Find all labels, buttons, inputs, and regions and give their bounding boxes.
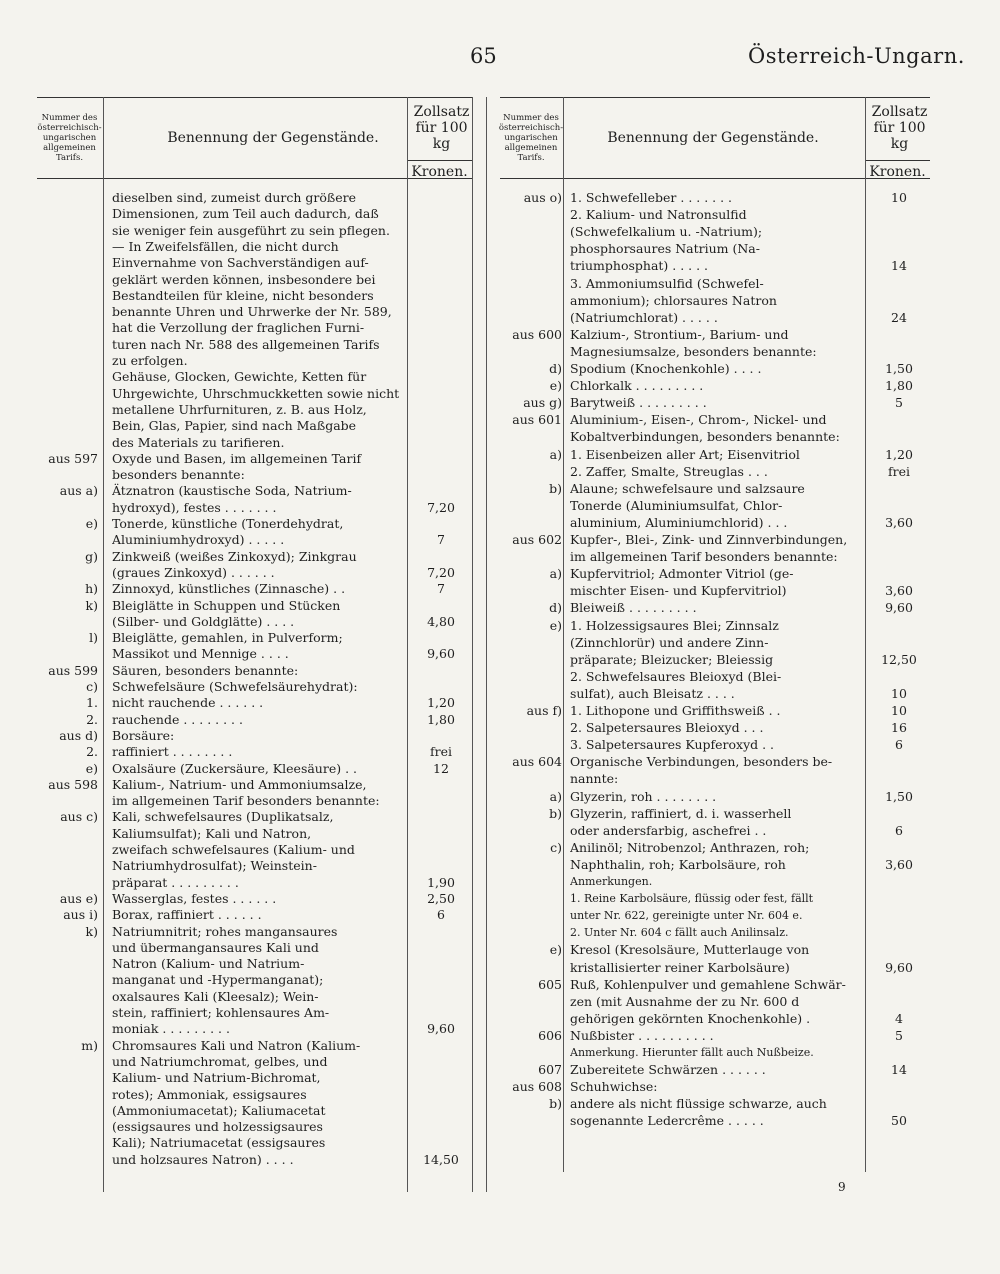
item-description: sie weniger fein ausgeführt zu sein pflegen. xyxy=(112,222,390,238)
tariff-number: aus g) xyxy=(523,395,562,411)
item-description: Kaliumsulfat); Kali und Natron, xyxy=(112,825,312,841)
tariff-number: aus 601 xyxy=(512,412,562,428)
tariff-number: g) xyxy=(85,548,98,564)
item-description: (graues Zinkoxyd) . . . . . . xyxy=(112,564,275,580)
item-description: im allgemeinen Tarif besonders benannte: xyxy=(570,549,838,565)
tariff-number: d) xyxy=(549,361,562,376)
page-number: 65 xyxy=(470,44,497,68)
item-description: — In Zweifelsfällen, die nicht durch xyxy=(112,238,339,254)
item-description: Aluminiumhydroxyd) . . . . . xyxy=(112,532,285,548)
duty-rate: 7,20 xyxy=(427,564,455,580)
item-description: nicht rauchende . . . . . . xyxy=(112,695,264,711)
item-description: Kali, schwefelsaures (Duplikatsalz, xyxy=(112,809,334,825)
tariff-number: d) xyxy=(549,600,562,616)
tariff-number: 607 xyxy=(538,1062,562,1078)
item-description: Glyzerin, roh . . . . . . . . xyxy=(570,788,717,804)
item-description: und übermangansaures Kali und xyxy=(112,939,319,955)
right-header-unit: Kronen. xyxy=(865,160,930,180)
item-description: und holzsaures Natron) . . . . xyxy=(112,1151,294,1167)
item-description: hydroxyd), festes . . . . . . . xyxy=(112,499,277,515)
item-description: Gehäuse, Glocken, Gewichte, Ketten für xyxy=(112,369,367,385)
duty-rate: 1,50 xyxy=(885,788,913,804)
item-description: Chromsaures Kali und Natron (Kalium- xyxy=(112,1037,361,1053)
item-description: stein, raffiniert; kohlensaures Am- xyxy=(112,1005,330,1020)
item-description: rauchende . . . . . . . . xyxy=(112,711,243,727)
tariff-number: k) xyxy=(85,597,98,613)
duty-rate: 12,50 xyxy=(881,651,917,667)
item-description: Kali); Natriumacetat (essigsaures xyxy=(112,1135,326,1151)
duty-rate: 24 xyxy=(891,309,907,325)
duty-rate: 50 xyxy=(891,1113,907,1129)
tariff-number: a) xyxy=(549,788,562,804)
annotation-line: 1. Reine Karbolsäure, flüssig oder fest, fällt xyxy=(570,892,814,906)
item-description: Wasserglas, festes . . . . . . xyxy=(112,890,277,906)
item-description: dieselben sind, zumeist durch größere xyxy=(112,190,357,205)
item-description: Natriumnitrit; rohes mangansaures xyxy=(112,923,338,939)
item-description: (Silber- und Goldglätte) . . . . xyxy=(112,613,295,629)
item-description: 2. Salpetersaures Bleioxyd . . . xyxy=(570,720,764,736)
item-description: präparate; Bleizucker; Bleiessig xyxy=(570,651,774,667)
center-rule xyxy=(486,97,487,1192)
item-description: Dimensionen, zum Teil auch dadurch, daß xyxy=(112,206,379,222)
item-description: ammonium); chlorsaures Natron xyxy=(570,292,777,308)
duty-rate: frei xyxy=(888,463,910,479)
item-description: 2. Kalium- und Natronsulfid xyxy=(570,207,747,223)
duty-rate: 1,80 xyxy=(427,711,455,727)
item-description: (Ammoniumacetat); Kaliumacetat xyxy=(112,1102,326,1118)
item-description: Kalium-, Natrium- und Ammoniumsalze, xyxy=(112,776,367,792)
tariff-number: aus 604 xyxy=(512,754,562,770)
item-description: Ätznatron (kaustische Soda, Natrium- xyxy=(112,483,352,499)
item-description: Bleiglätte in Schuppen und Stücken xyxy=(112,597,341,613)
item-description: oxalsaures Kali (Kleesalz); Wein- xyxy=(112,988,319,1004)
item-description: Tonerde, künstliche (Tonerdehydrat, xyxy=(112,516,344,531)
annotation-line: Anmerkung. Hierunter fällt auch Nußbeize. xyxy=(570,1046,814,1059)
annotation-line: unter Nr. 622, gereinigte unter Nr. 604 e. xyxy=(570,909,803,923)
item-description: (Schwefelkalium u. -Natrium); xyxy=(570,224,763,240)
right-header-number: Nummer des österreichisch-ungarischen allgemeinen Tarifs. xyxy=(498,113,564,163)
item-description: Organische Verbindungen, besonders be- xyxy=(570,754,833,770)
tariff-number: aus c) xyxy=(60,809,98,825)
tariff-number: b) xyxy=(549,480,562,496)
annotation-line: Anmerkungen. xyxy=(570,875,653,888)
tariff-number: c) xyxy=(550,839,562,855)
item-description: Alaune; schwefelsaure und salzsaure xyxy=(570,480,805,496)
item-description: Schuhwichse: xyxy=(570,1079,658,1095)
item-description: im allgemeinen Tarif besonders benannte: xyxy=(112,793,380,809)
right-header-rate xyxy=(865,98,930,178)
item-description: (Natriumchlorat) . . . . . xyxy=(570,309,718,325)
item-description: phosphorsaures Natrium (Na- xyxy=(570,241,760,257)
item-description: metallene Uhrfurnituren, z. B. aus Holz, xyxy=(112,401,367,417)
item-description: turen nach Nr. 588 des allgemeinen Tarifs xyxy=(112,336,380,352)
duty-rate: 1,20 xyxy=(427,695,455,711)
right-header-designation: Benennung der Gegenstände. xyxy=(607,130,819,146)
tariff-number: aus o) xyxy=(523,190,562,205)
tariff-number: h) xyxy=(85,581,98,597)
duty-rate: 10 xyxy=(891,703,907,718)
tariff-number: aus 602 xyxy=(512,532,562,547)
tariff-number: e) xyxy=(85,516,98,531)
tariff-number: e) xyxy=(549,378,562,394)
tariff-number: 2. xyxy=(86,744,98,760)
item-description: und Natriumchromat, gelbes, und xyxy=(112,1053,328,1069)
item-description: Natriumhydrosulfat); Weinstein- xyxy=(112,858,317,874)
item-description: nannte: xyxy=(570,771,619,787)
item-description: zen (mit Ausnahme der zu Nr. 600 d xyxy=(570,993,800,1009)
item-description: präparat . . . . . . . . . xyxy=(112,874,239,890)
item-description: oder andersfarbig, aschefrei . . xyxy=(570,822,767,838)
duty-rate: 6 xyxy=(895,822,903,838)
tariff-number xyxy=(20,1150,98,1170)
duty-rate: 7 xyxy=(437,532,445,548)
tariff-number: b) xyxy=(549,805,562,821)
tariff-number xyxy=(490,1111,562,1131)
item-description: Kalium- und Natrium-Bichromat, xyxy=(112,1070,321,1086)
item-description: zweifach schwefelsaures (Kalium- und xyxy=(112,842,355,857)
left-header-unit: Kronen. xyxy=(407,160,472,180)
item-description: Massikot und Mennige . . . . xyxy=(112,646,289,662)
item-description: manganat und -Hypermanganat); xyxy=(112,972,324,988)
item-description: triumphosphat) . . . . . xyxy=(570,258,709,274)
item-description: Kupfervitriol; Admonter Vitriol (ge- xyxy=(570,566,794,582)
tariff-number: aus i) xyxy=(63,907,98,923)
left-header-rate xyxy=(407,98,472,178)
item-description: Kupfer-, Blei-, Zink- und Zinnverbindungen, xyxy=(570,532,848,547)
item-description: raffiniert . . . . . . . . xyxy=(112,744,233,760)
item-description: Anilinöl; Nitrobenzol; Anthrazen, roh; xyxy=(570,839,810,855)
duty-rate: 6 xyxy=(895,737,903,753)
item-description: Kalzium-, Strontium-, Barium- und xyxy=(570,326,789,342)
duty-rate: 1,20 xyxy=(885,446,913,462)
tariff-number: c) xyxy=(86,679,98,694)
item-description: besonders benannte: xyxy=(112,467,245,483)
duty-rate: 14 xyxy=(891,1062,907,1078)
item-description: 1. Holzessigsaures Blei; Zinnsalz xyxy=(570,617,779,633)
item-description: sulfat), auch Bleisatz . . . . xyxy=(570,685,735,701)
item-description: Borsäure: xyxy=(112,727,175,743)
running-head: Österreich-Ungarn. xyxy=(748,44,965,68)
tariff-number: 606 xyxy=(538,1027,562,1043)
item-description: Spodium (Knochenkohle) . . . . xyxy=(570,361,762,376)
tariff-number: aus d) xyxy=(59,727,98,743)
tariff-number: l) xyxy=(89,630,98,646)
item-description: Kobaltverbindungen, besonders benannte: xyxy=(570,429,840,445)
duty-rate: 4,80 xyxy=(427,613,455,629)
duty-rate: frei xyxy=(430,744,452,760)
item-description: Zinkweiß (weißes Zinkoxyd); Zinkgrau xyxy=(112,548,357,564)
tariff-number: a) xyxy=(549,566,562,582)
tariff-number: e) xyxy=(549,942,562,958)
item-description: Schwefelsäure (Schwefelsäurehydrat): xyxy=(112,679,358,694)
item-description: geklärt werden können, insbesondere bei xyxy=(112,271,376,287)
tariff-number: aus 598 xyxy=(48,776,98,792)
item-description: Zinnoxyd, künstliches (Zinnasche) . . xyxy=(112,581,346,597)
duty-rate: 9,60 xyxy=(427,646,455,662)
left-rule-1 xyxy=(103,97,104,1192)
item-description: aluminium, Aluminiumchlorid) . . . xyxy=(570,514,788,530)
duty-rate: 9,60 xyxy=(885,600,913,616)
item-description: 1. Eisenbeizen aller Art; Eisenvitriol xyxy=(570,446,800,462)
tariff-number: k) xyxy=(85,923,98,939)
item-description: Magnesiumsalze, besonders benannte: xyxy=(570,343,817,359)
duty-rate: 14 xyxy=(891,258,907,274)
item-description: 1. Schwefelleber . . . . . . . xyxy=(570,190,733,205)
tariff-number: aus 599 xyxy=(48,662,98,678)
item-description: Uhrgewichte, Uhrschmuckketten sowie nicht xyxy=(112,385,400,401)
duty-rate: 9,60 xyxy=(427,1021,455,1037)
item-description: Bestandteilen für kleine, nicht besonders xyxy=(112,287,374,303)
item-description: Ruß, Kohlenpulver und gemahlene Schwär- xyxy=(570,976,846,992)
left-rule-2 xyxy=(407,97,408,1192)
tariff-number: aus a) xyxy=(59,483,98,499)
tariff-number: 2. xyxy=(86,711,98,727)
item-description: moniak . . . . . . . . . xyxy=(112,1021,230,1037)
item-description: andere als nicht flüssige schwarze, auch xyxy=(570,1096,827,1112)
item-description: Barytweiß . . . . . . . . . xyxy=(570,395,707,411)
left-rule-3 xyxy=(472,97,473,1192)
signature-mark: 9 xyxy=(838,1180,846,1194)
duty-rate: 1,50 xyxy=(885,361,913,376)
item-description: Säuren, besonders benannte: xyxy=(112,662,299,678)
duty-rate: 1,80 xyxy=(885,378,913,394)
duty-rate: 1,90 xyxy=(427,874,455,890)
left-header-number: Nummer des österreichisch-ungarischen allgemeinen Tarifs. xyxy=(37,113,102,163)
item-description: Tonerde (Aluminiumsulfat, Chlor- xyxy=(570,497,783,513)
tariff-number: aus 600 xyxy=(512,326,562,342)
item-description: 3. Salpetersaures Kupferoxyd . . xyxy=(570,737,775,753)
duty-rate: 12 xyxy=(433,760,449,776)
duty-rate: 7,20 xyxy=(427,499,455,515)
duty-rate: 2,50 xyxy=(427,890,455,906)
item-description: (Zinnchlorür) und andere Zinn- xyxy=(570,634,769,650)
tariff-number: a) xyxy=(549,446,562,462)
item-description: 3. Ammoniumsulfid (Schwefel- xyxy=(570,275,764,291)
item-description: Bleiglätte, gemahlen, in Pulverform; xyxy=(112,630,343,646)
tariff-number: b) xyxy=(549,1096,562,1112)
item-description: gehörigen gekörnten Knochenkohle) . xyxy=(570,1010,811,1026)
item-description: sogenannte Ledercrême . . . . . xyxy=(570,1113,764,1129)
left-header-designation: Benennung der Gegenstände. xyxy=(167,130,379,146)
duty-rate: 3,60 xyxy=(885,856,913,872)
item-description: Kresol (Kresolsäure, Mutterlauge von xyxy=(570,942,810,958)
item-description: mischter Eisen- und Kupfervitriol) xyxy=(570,583,787,599)
duty-rate: 4 xyxy=(895,1010,903,1026)
item-description: 1. Lithopone und Griffithsweiß . . xyxy=(570,703,781,718)
left-header-rate-label: Zollsatz für 100 kg xyxy=(413,104,470,152)
duty-rate: 10 xyxy=(891,685,907,701)
item-description: rotes); Ammoniak, essigsaures xyxy=(112,1086,307,1102)
duty-rate: 3,60 xyxy=(885,514,913,530)
tariff-number: aus f) xyxy=(526,703,562,718)
item-description: benannte Uhren und Uhrwerke der Nr. 589, xyxy=(112,304,392,320)
duty-rate: 5 xyxy=(895,1027,903,1043)
duty-rate: 6 xyxy=(437,907,445,923)
item-description: 2. Schwefelsaures Bleioxyd (Blei- xyxy=(570,668,782,684)
tariff-number: 1. xyxy=(86,695,98,711)
item-description: kristallisierter reiner Karbolsäure) xyxy=(570,959,790,975)
tariff-number: m) xyxy=(81,1037,98,1053)
item-description: Aluminium-, Eisen-, Chrom-, Nickel- und xyxy=(570,412,827,428)
item-description: hat die Verzollung der fraglichen Furni- xyxy=(112,320,365,336)
item-description: Glyzerin, raffiniert, d. i. wasserhell xyxy=(570,805,792,821)
item-description: Natron (Kalium- und Natrium- xyxy=(112,956,305,972)
item-description: Bleiweiß . . . . . . . . . xyxy=(570,600,697,616)
item-description: Oxalsäure (Zuckersäure, Kleesäure) . . xyxy=(112,760,358,776)
item-description: zu erfolgen. xyxy=(112,353,188,368)
duty-rate: 7 xyxy=(437,581,445,597)
tariff-number: aus e) xyxy=(59,890,98,906)
item-description: Bein, Glas, Papier, sind nach Maßgabe xyxy=(112,418,357,434)
item-description: 2. Zaffer, Smalte, Streuglas . . . xyxy=(570,463,768,479)
item-description: (essigsaures und holzessigsaures xyxy=(112,1119,323,1135)
duty-rate: 3,60 xyxy=(885,583,913,599)
item-description: Chlorkalk . . . . . . . . . xyxy=(570,378,704,394)
duty-rate: 9,60 xyxy=(885,959,913,975)
item-description: Borax, raffiniert . . . . . . xyxy=(112,907,262,923)
item-description: Oxyde und Basen, im allgemeinen Tarif xyxy=(112,450,362,466)
right-header-rate-label: Zollsatz für 100 kg xyxy=(871,104,928,152)
right-rule-2 xyxy=(865,97,866,1172)
item-description: Einvernahme von Sachverständigen auf- xyxy=(112,255,369,271)
tariff-number: e) xyxy=(85,760,98,776)
annotation-line: 2. Unter Nr. 604 c fällt auch Anilinsalz. xyxy=(570,926,789,940)
tariff-number: e) xyxy=(549,617,562,633)
item-description: Nußbister . . . . . . . . . . xyxy=(570,1027,714,1043)
right-rule-1 xyxy=(563,97,564,1172)
duty-rate: 10 xyxy=(891,190,907,205)
tariff-number: 605 xyxy=(538,976,562,992)
item-description: des Materials zu tarifieren. xyxy=(112,434,285,450)
tariff-number: aus 597 xyxy=(48,450,98,466)
duty-rate: 16 xyxy=(891,720,907,736)
item-description: Zubereitete Schwärzen . . . . . . xyxy=(570,1062,766,1078)
duty-rate: 14,50 xyxy=(423,1151,459,1167)
duty-rate: 5 xyxy=(895,395,903,411)
item-description: Naphthalin, roh; Karbolsäure, roh xyxy=(570,856,786,872)
tariff-number: aus 608 xyxy=(512,1079,562,1095)
